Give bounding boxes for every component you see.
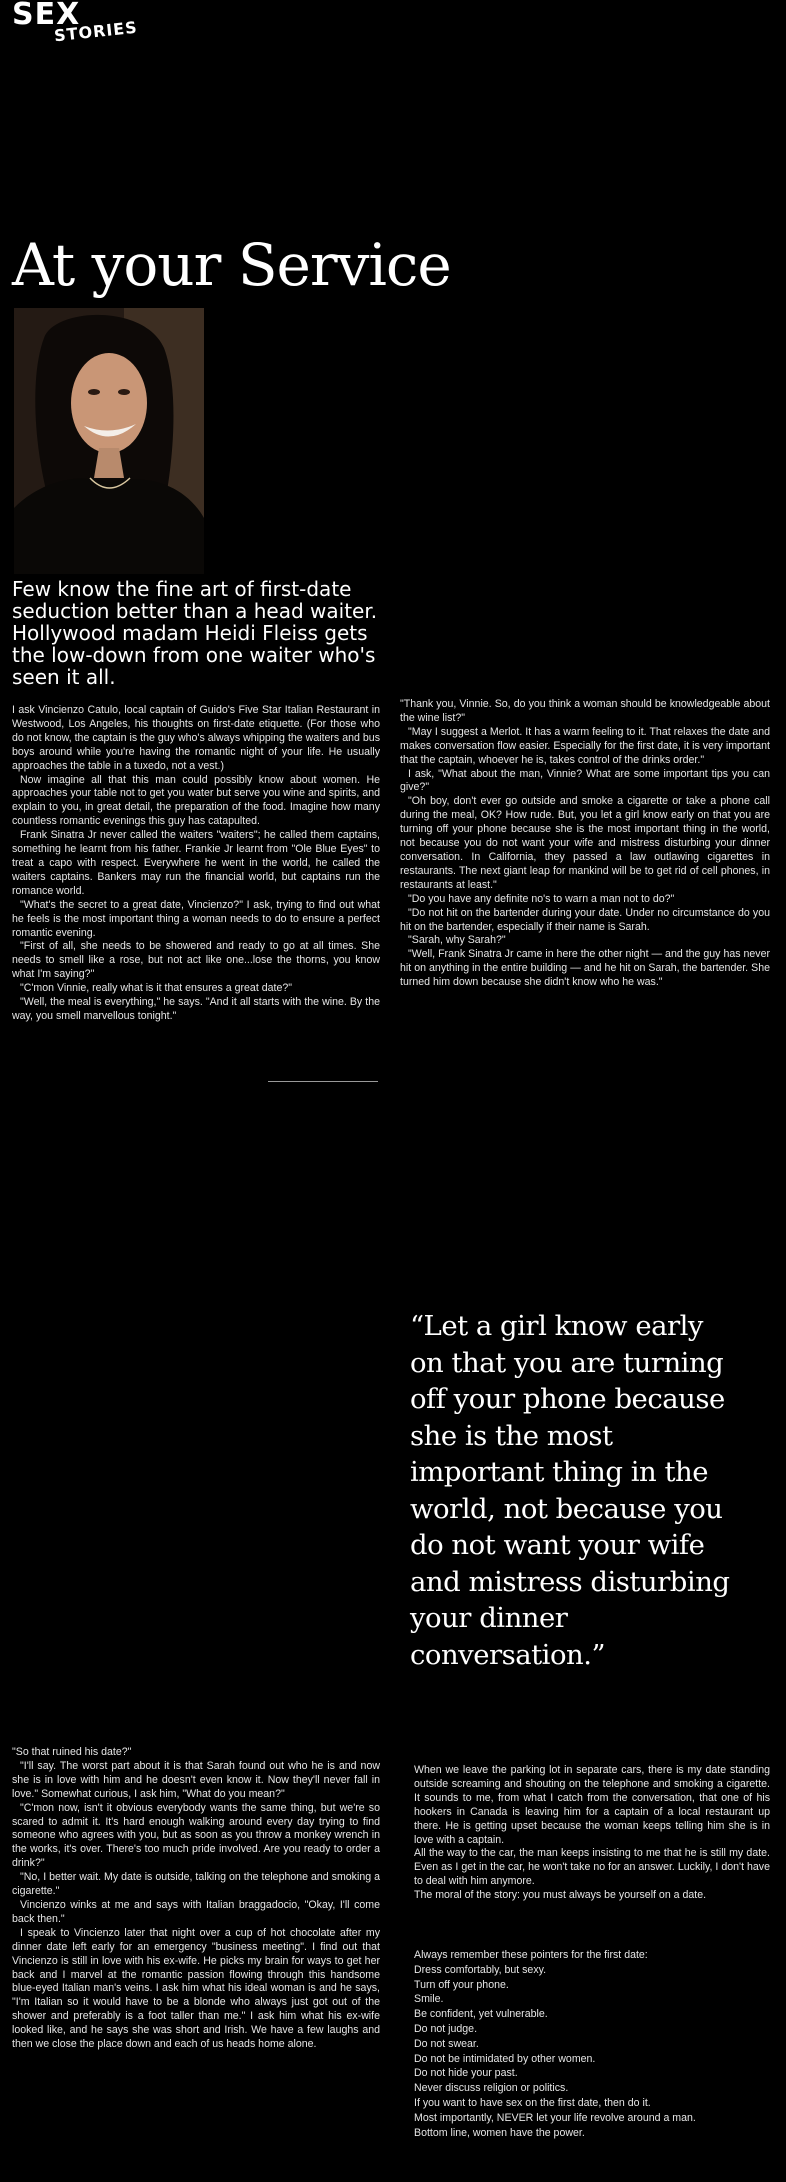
list-item: Smile.: [414, 1993, 444, 2006]
list-item: Turn off your phone.: [414, 1978, 509, 1991]
masthead-sex: SEX: [12, 0, 81, 32]
column-4: [414, 1764, 770, 1903]
paragraph: I speak to Vincienzo later that night over a cup of hot chocolate after my dinner date left early for an emergency "business meeting". I find out that Vincienzo is still in love with his ex-wife. He picks my brain for ways to get her back and I marvel at the romantic passion flowing through this handsome blue-eyed Italian man's veins. I ask him what his ideal woman is and he says, "I'm Italian so it would have to be a blonde who always just got out of the shower and preferably is a foot taller than me." I ask him what his ex-wife looked like, and he says she was short and Irish. We have a few laughs and then we close the place down and each of us heads home alone.: [12, 1926, 380, 2051]
list-intro: Always remember these pointers for the first date:: [414, 1949, 648, 1961]
paragraph: Frank Sinatra Jr never called the waiters "waiters"; he called them captains, something he learnt from his father. Frankie Jr learnt from "Ole Blue Eyes" to treat a capo with respect. Everywhere he went in the world, he called the waiters captains. Bankers may run the financial world, but captains run the romance world.: [12, 829, 380, 897]
list-item: Dress comfortably, but sexy.: [414, 1963, 547, 1976]
paragraph: "Do you have any definite no's to warn a man not to do?": [408, 892, 675, 905]
list-item: Do not be intimidated by other women.: [414, 2052, 596, 2065]
paragraph: "Sarah, why Sarah?": [408, 934, 506, 947]
paragraph: "Thank you, Vinnie. So, do you think a woman should be knowledgeable about the wine list?": [400, 698, 770, 724]
paragraph: All the way to the car, the man keeps insisting to me that he is still my date. Even as I get in the car, he won't take no for an answer. Luckily, I don't have to deal with him anymore.: [414, 1847, 770, 1888]
column-end-rule: [268, 1081, 378, 1082]
portrait-image: [14, 308, 204, 574]
paragraph: The moral of the story: you must always be yourself on a date.: [414, 1889, 707, 1902]
paragraph: "Do not hit on the bartender during your date. Under no circumstance do you hit on the bartender, especially if their name is Sarah.: [400, 906, 770, 933]
paragraph: "First of all, she needs to be showered and ready to go at all times. She needs to smell like a rose, but not act like one...lose the thorns, you know what I'm saying?": [12, 940, 380, 981]
masthead: [12, 0, 139, 46]
column-2: [400, 698, 770, 990]
paragraph: "I'll say. The worst part about it is that Sarah found out who he is and now she is in love with him and he doesn't even know it. Now they'll never fall in love." Somewhat curious, I ask him, "What do you mean?": [12, 1759, 380, 1800]
paragraph: "No, I better wait. My date is outside, talking on the telephone and smoking a cigarette.": [12, 1871, 380, 1898]
paragraph: Now imagine all that this man could possibly know about women. He approaches your table not to get you water but serve you wine and spirits, and explain to you, in great detail, the preparation of the food. Imagine how many countless romantic evenings this guy has catapulted.: [12, 773, 380, 828]
article-title: At your Service: [12, 231, 451, 299]
paragraph: "Oh boy, don't ever go outside and smoke a cigarette or take a phone call during the meal, OK? How rude. But, you let a girl know early on that you are turning off your phone because she is the most important thing in the world, not because you do not want your wife and mistress disturbing your dinner conversation. In California, they passed a law outlawing cigarettes in restaurants. The next giant leap for mankind will be to get rid of cell phones, in restaurants at least.": [400, 795, 770, 891]
paragraph: I ask Vincienzo Catulo, local captain of Guido's Five Star Italian Restaurant in Westwood, Los Angeles, his thoughts on first-date etiquette. (For those who do not know, the captain is the guy who's always whipping the waiters and bus boys around while you're having the romantic night of your life. He usually approaches the table in a tuxedo, not a vest.): [12, 704, 380, 772]
paragraph: "What's the secret to a great date, Vincienzo?" I ask, trying to find out what he feels is the most important thing a woman needs to do to ensure a perfect romantic evening.: [12, 898, 380, 939]
column-1: [12, 704, 380, 1024]
list-item: Do not hide your past.: [414, 2067, 518, 2080]
list-item: If you want to have sex on the first date, then do it.: [414, 2096, 651, 2109]
article-deck: Few know the fine art of first-date seduction better than a head waiter. Hollywood madam Heidi Fleiss gets the low-down from one waiter who's seen it all.: [12, 577, 378, 689]
paragraph: "So that ruined his date?": [12, 1746, 132, 1758]
list-item: Do not swear.: [414, 2037, 479, 2050]
list-item: Be confident, yet vulnerable.: [414, 2008, 548, 2021]
column-3: [12, 1746, 380, 2052]
paragraph: Vincienzo winks at me and says with Italian braggadocio, "Okay, I'll come back then.": [12, 1898, 380, 1925]
pointers-list: [414, 1948, 770, 2140]
portrait-photo: [14, 308, 204, 574]
paragraph: When we leave the parking lot in separate cars, there is my date standing outside screaming and shouting on the telephone and smoking a cigarette. It sounds to me, from what I catch from the conversation, that one of his hookers in Canada is leaving him for a captain of a local restaurant up there. He is getting upset because the woman keeps telling him she is in love with a captain.: [414, 1764, 770, 1846]
masthead-stories: STORIES: [53, 17, 139, 46]
paragraph: "Well, Frank Sinatra Jr came in here the other night — and the guy has never hit on anything in the entire building — and he hit on Sarah, the bartender. She turned him down because she didn't know who he was.": [400, 948, 770, 989]
list-item: Never discuss religion or politics.: [414, 2082, 569, 2095]
list-item: Bottom line, women have the power.: [414, 2126, 585, 2139]
list-item: Do not judge.: [414, 2022, 478, 2035]
paragraph: "C'mon Vinnie, really what is it that ensures a great date?": [20, 982, 292, 995]
list-item: Most importantly, NEVER let your life revolve around a man.: [414, 2111, 696, 2124]
paragraph: I ask, "What about the man, Vinnie? What are some important tips you can give?": [400, 767, 770, 794]
paragraph: "Well, the meal is everything," he says. "And it all starts with the wine. By the way, you smell marvellous tonight.": [12, 996, 380, 1022]
pull-quote: “Let a girl know early on that you are turning off your phone because she is the most important thing in the world, not because you do not want your wife and mistress disturbing your dinner conversation.”: [410, 1310, 730, 1671]
paragraph: "May I suggest a Merlot. It has a warm feeling to it. That relaxes the date and makes conversation flow easier. Especially for the first date, it is very important that the captain, whoever he is, takes control of the drinks order.": [400, 725, 770, 766]
paragraph: "C'mon now, isn't it obvious everybody wants the same thing, but we're so scared to admit it. It's hard enough walking around every day trying to find someone who agrees with you, but as soon as you throw a monkey wrench in the works, it's over. There's too much pride involved. Are you ready to order a drink?": [12, 1801, 380, 1870]
